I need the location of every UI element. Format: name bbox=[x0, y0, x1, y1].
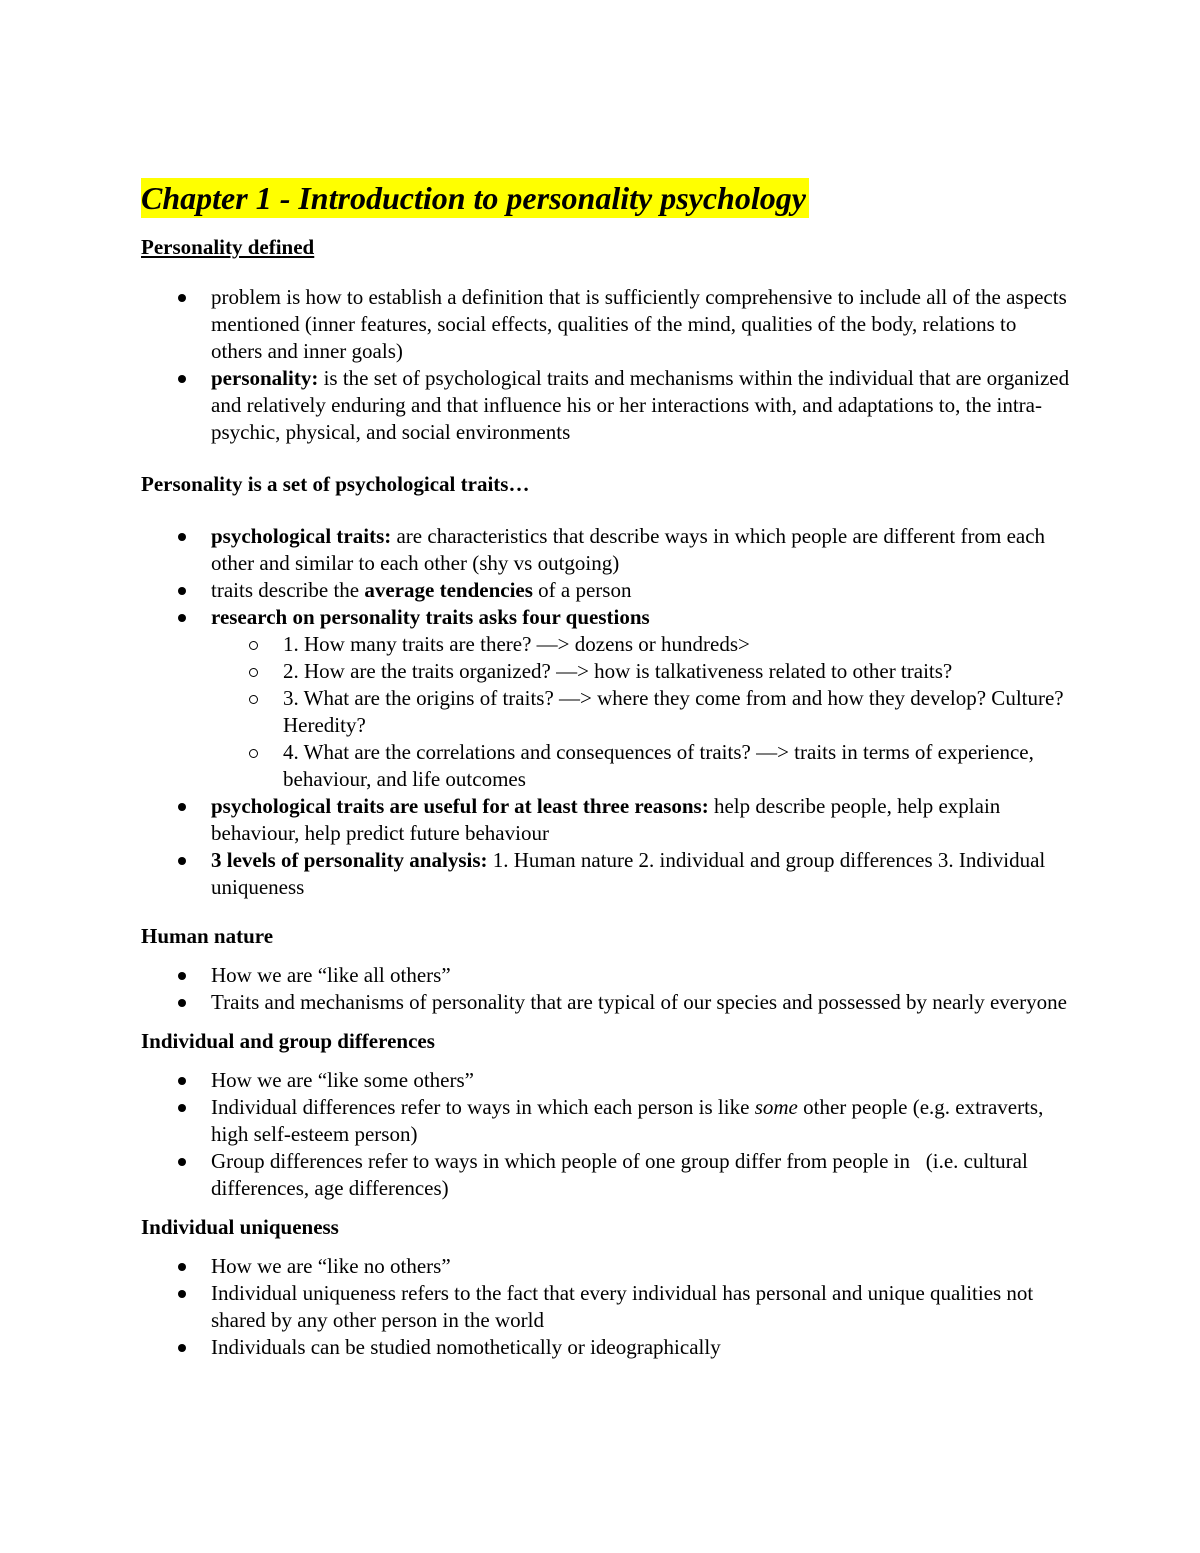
item-text: Individual differences refer to ways in which each person is like bbox=[211, 1095, 755, 1119]
hollow-bullet-icon bbox=[249, 695, 258, 704]
bullet-icon bbox=[178, 803, 186, 811]
list-item bbox=[141, 577, 1071, 604]
list-human-nature bbox=[141, 962, 1071, 1016]
chapter-title: Chapter 1 - Introduction to personality psychology bbox=[141, 178, 809, 218]
bullet-icon bbox=[178, 1263, 186, 1271]
list-item bbox=[141, 962, 1071, 989]
list-item bbox=[141, 847, 1071, 901]
item-term: 3 levels of personality analysis: bbox=[211, 848, 488, 872]
sublist-item bbox=[141, 685, 1071, 739]
heading-personality-defined: Personality defined bbox=[141, 235, 315, 259]
item-text: 3. What are the origins of traits? —> where they come from and how they develop? Culture? Heredity? bbox=[283, 686, 1064, 737]
list-item bbox=[141, 1067, 1071, 1094]
item-term: psychological traits: bbox=[211, 524, 392, 548]
list-item bbox=[141, 1280, 1071, 1334]
list-item bbox=[141, 1094, 1071, 1148]
item-text: problem is how to establish a definition that is sufficiently comprehensive to include all of the aspects mentioned (inner features, social effects, qualities of the mind, qualities of the body, relations to others and inner goals) bbox=[211, 285, 1067, 363]
item-text: of a person bbox=[532, 578, 632, 602]
item-text: Group differences refer to ways in which people of one group differ from people in (i.e. cultural differences, age differences) bbox=[211, 1149, 1034, 1200]
item-text: Individual uniqueness refers to the fact that every individual has personal and unique qualities not shared by any other person in the world bbox=[211, 1281, 1034, 1332]
item-text: Individuals can be studied nomothetically or ideographically bbox=[211, 1335, 721, 1359]
sublist-item bbox=[141, 739, 1071, 793]
list-item bbox=[141, 793, 1071, 847]
item-text: 1. How many traits are there? —> dozens or hundreds> bbox=[283, 632, 750, 656]
list-uniqueness bbox=[141, 1253, 1071, 1361]
list-item bbox=[141, 523, 1071, 577]
list-item bbox=[141, 1148, 1071, 1202]
item-term: personality: bbox=[211, 366, 319, 390]
hollow-bullet-icon bbox=[249, 668, 258, 677]
item-text: are characteristics that describe ways in which people are different from each other and similar to each other (shy vs outgoing) bbox=[211, 524, 1046, 575]
list-item bbox=[141, 284, 1071, 365]
sublist-questions bbox=[211, 631, 1071, 793]
document-page bbox=[141, 178, 1071, 1361]
bullet-icon bbox=[178, 972, 186, 980]
item-text: Traits and mechanisms of personality that are typical of our species and possessed by nearly everyone bbox=[211, 990, 1067, 1014]
bullet-icon bbox=[178, 857, 186, 865]
heading-human-nature: Human nature bbox=[141, 924, 274, 948]
bullet-icon bbox=[178, 614, 186, 622]
list-item bbox=[141, 1253, 1071, 1280]
heading-uniqueness: Individual uniqueness bbox=[141, 1215, 339, 1239]
bullet-icon bbox=[178, 294, 186, 302]
hollow-bullet-icon bbox=[249, 749, 258, 758]
list-item bbox=[141, 989, 1071, 1016]
list-item bbox=[141, 1334, 1071, 1361]
item-text: other people (e.g. extraverts, high self-esteem person) bbox=[211, 1095, 1044, 1146]
item-term: average tendencies bbox=[364, 578, 533, 602]
bullet-icon bbox=[178, 1290, 186, 1298]
item-text: 4. What are the correlations and consequences of traits? —> traits in terms of experience, behaviour, and life outcomes bbox=[283, 740, 1034, 791]
bullet-icon bbox=[178, 1158, 186, 1166]
sublist-item bbox=[141, 631, 1071, 658]
bullet-icon bbox=[178, 1344, 186, 1352]
bullet-icon bbox=[178, 533, 186, 541]
list-item bbox=[141, 365, 1071, 446]
item-term: psychological traits are useful for at least three reasons: bbox=[211, 794, 709, 818]
item-text: 1. Human nature 2. individual and group differences 3. Individual uniqueness bbox=[211, 848, 1046, 899]
list-item bbox=[141, 604, 1071, 793]
list-group-differences bbox=[141, 1067, 1071, 1202]
item-emphasis: some bbox=[754, 1095, 798, 1119]
heading-set-of-traits: Personality is a set of psychological traits… bbox=[141, 472, 530, 496]
item-text: traits describe the bbox=[211, 578, 365, 602]
bullet-icon bbox=[178, 999, 186, 1007]
bullet-icon bbox=[178, 587, 186, 595]
item-text: How we are “like all others” bbox=[211, 963, 451, 987]
bullet-icon bbox=[178, 1104, 186, 1112]
item-text: help describe people, help explain behaviour, help predict future behaviour bbox=[211, 794, 1001, 845]
heading-group-differences: Individual and group differences bbox=[141, 1029, 435, 1053]
bullet-icon bbox=[178, 1077, 186, 1085]
bullet-icon bbox=[178, 375, 186, 383]
list-personality-defined bbox=[141, 284, 1071, 446]
sublist-item bbox=[141, 658, 1071, 685]
item-text: is the set of psychological traits and mechanisms within the individual that are organized and relatively enduring and that influence his or her interactions with, and adaptations to, the intra-psychic, physical, and social environments bbox=[211, 366, 1070, 444]
list-set-of-traits bbox=[141, 523, 1071, 901]
item-text: How we are “like no others” bbox=[211, 1254, 451, 1278]
item-text: 2. How are the traits organized? —> how is talkativeness related to other traits? bbox=[283, 659, 953, 683]
item-text: How we are “like some others” bbox=[211, 1068, 474, 1092]
item-term: research on personality traits asks four questions bbox=[211, 605, 650, 629]
hollow-bullet-icon bbox=[249, 641, 258, 650]
